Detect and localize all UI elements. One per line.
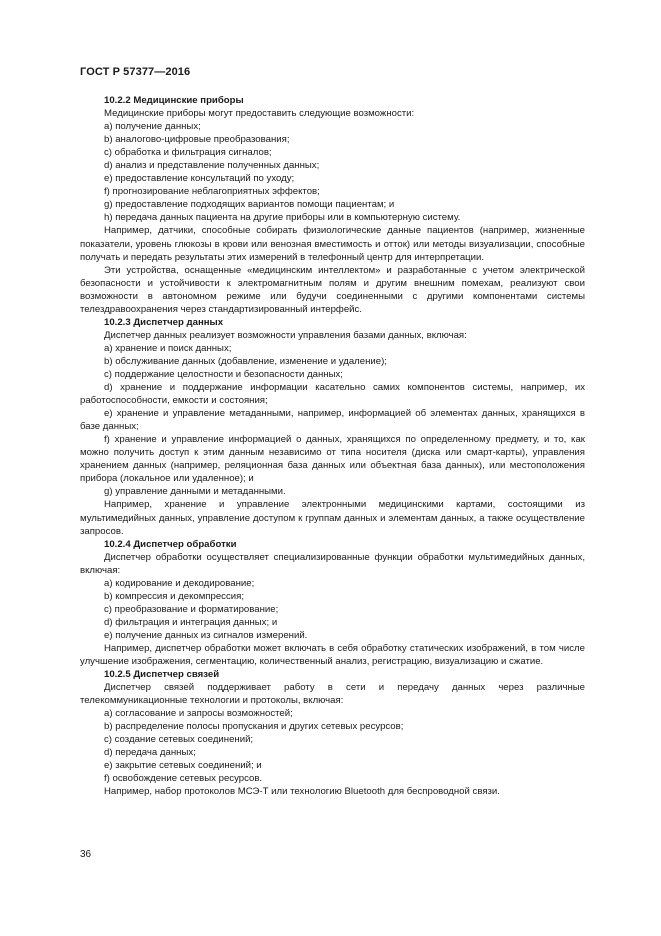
list-item: h) передача данных пациента на другие приборы или в компьютерную систему. <box>104 212 461 224</box>
list-item: f) прогнозирование неблагоприятных эффектов; <box>104 186 320 198</box>
section-intro: Диспетчер связей поддерживает работу в сети и передачу данных через различные телекоммуникационные технологии и протоколы, включая: <box>80 682 585 707</box>
section-heading: 10.2.3 Диспетчер данных <box>104 316 224 328</box>
list-item: a) кодирование и декодирование; <box>104 577 255 589</box>
list-item: c) преобразование и форматирование; <box>104 603 279 615</box>
list-item: a) получение данных; <box>104 121 201 133</box>
list-item: d) хранение и поддержание информации касательно самих компонентов системы, например, их работоспособности, емкости и состояния; <box>80 382 585 407</box>
list-item: c) создание сетевых соединений; <box>104 734 254 746</box>
list-item: b) аналогово-цифровые преобразования; <box>104 134 290 146</box>
paragraph: Например, набор протоколов МСЭ-Т или технологию Bluetooth для беспроводной связи. <box>104 786 500 798</box>
list-item: e) предоставление консультаций по уходу; <box>104 173 295 185</box>
standard-designation: ГОСТ Р 57377—2016 <box>80 66 191 78</box>
list-item: b) обслуживание данных (добавление, изменение и удаление); <box>104 355 387 367</box>
paragraph: Например, датчики, способные собирать физиологические данные пациентов (например, жизненные показатели, уровень глюкозы в крови или венозная вместимость и отток) или методы визуализации, способные получать и передать результаты этих измерений в телефонный центр для интерпретации. <box>80 225 585 263</box>
list-item: f) освобождение сетевых ресурсов. <box>104 773 263 785</box>
section-intro: Диспетчер обработки осуществляет специализированные функции обработки мультимедийных данных, включая: <box>80 551 585 576</box>
section-heading: 10.2.2 Медицинские приборы <box>104 95 244 106</box>
list-item: f) хранение и управление информацией о данных, хранящихся по определенному предмету, и то, как можно получить доступ к этим данным независимо от типа носителя (диска или смарт-карты), управления хранением данных (например, реляционная база данных или объектная база данных), или местоположения прибора (локальное или удаленное); и <box>80 434 585 485</box>
section-heading: 10.2.4 Диспетчер обработки <box>104 538 237 550</box>
list-item: g) управление данными и метаданными. <box>104 486 286 498</box>
paragraph: Например, хранение и управление электронными медицинскими картами, состоящими из мультимедийных данных, управление доступом к группам данных и элементам данных, а также осуществление запросов. <box>80 499 585 537</box>
list-item: c) поддержание целостности и безопасности данных; <box>104 368 343 380</box>
list-item: c) обработка и фильтрация сигналов; <box>104 147 272 159</box>
list-item: e) получение данных из сигналов измерений. <box>104 629 308 641</box>
list-item: a) хранение и поиск данных; <box>104 342 232 354</box>
list-item: g) предоставление подходящих вариантов помощи пациентам; и <box>104 199 395 211</box>
section-intro: Диспетчер данных реализует возможности управления базами данных, включая: <box>104 329 467 341</box>
list-item: b) распределение полосы пропускания и других сетевых ресурсов; <box>104 721 404 733</box>
list-item: b) компрессия и декомпрессия; <box>104 590 244 602</box>
list-item: d) анализ и представление полученных данных; <box>104 160 320 172</box>
section-intro: Медицинские приборы могут предоставить следующие возможности: <box>104 108 415 120</box>
paragraph: Например, диспетчер обработки может включать в себя обработку статических изображений, в том числе улучшение изображения, сегментацию, количественный анализ, регистрацию, визуализацию и сжатие. <box>80 642 585 668</box>
list-item: d) передача данных; <box>104 747 196 759</box>
page-content <box>80 94 585 799</box>
list-item: d) фильтрация и интеграция данных; и <box>104 616 278 628</box>
section-heading: 10.2.5 Диспетчер связей <box>104 669 220 681</box>
list-item: e) закрытие сетевых соединений; и <box>104 760 262 772</box>
paragraph: Эти устройства, оснащенные «медицинским интеллектом» и разработанные с учетом электрической безопасности и устойчивости к электромагнитным полям и другим внешним помехам, реализуют свои возможности в автономном режиме или будучи соединенными с другими компонентами системы телездравоохранения через стандартизированный интерфейс. <box>80 264 585 315</box>
list-item: a) согласование и запросы возможностей; <box>104 708 293 720</box>
list-item: e) хранение и управление метаданными, например, информацией об элементах данных, хранящихся в базе данных; <box>80 408 585 433</box>
page-number: 36 <box>80 849 92 860</box>
